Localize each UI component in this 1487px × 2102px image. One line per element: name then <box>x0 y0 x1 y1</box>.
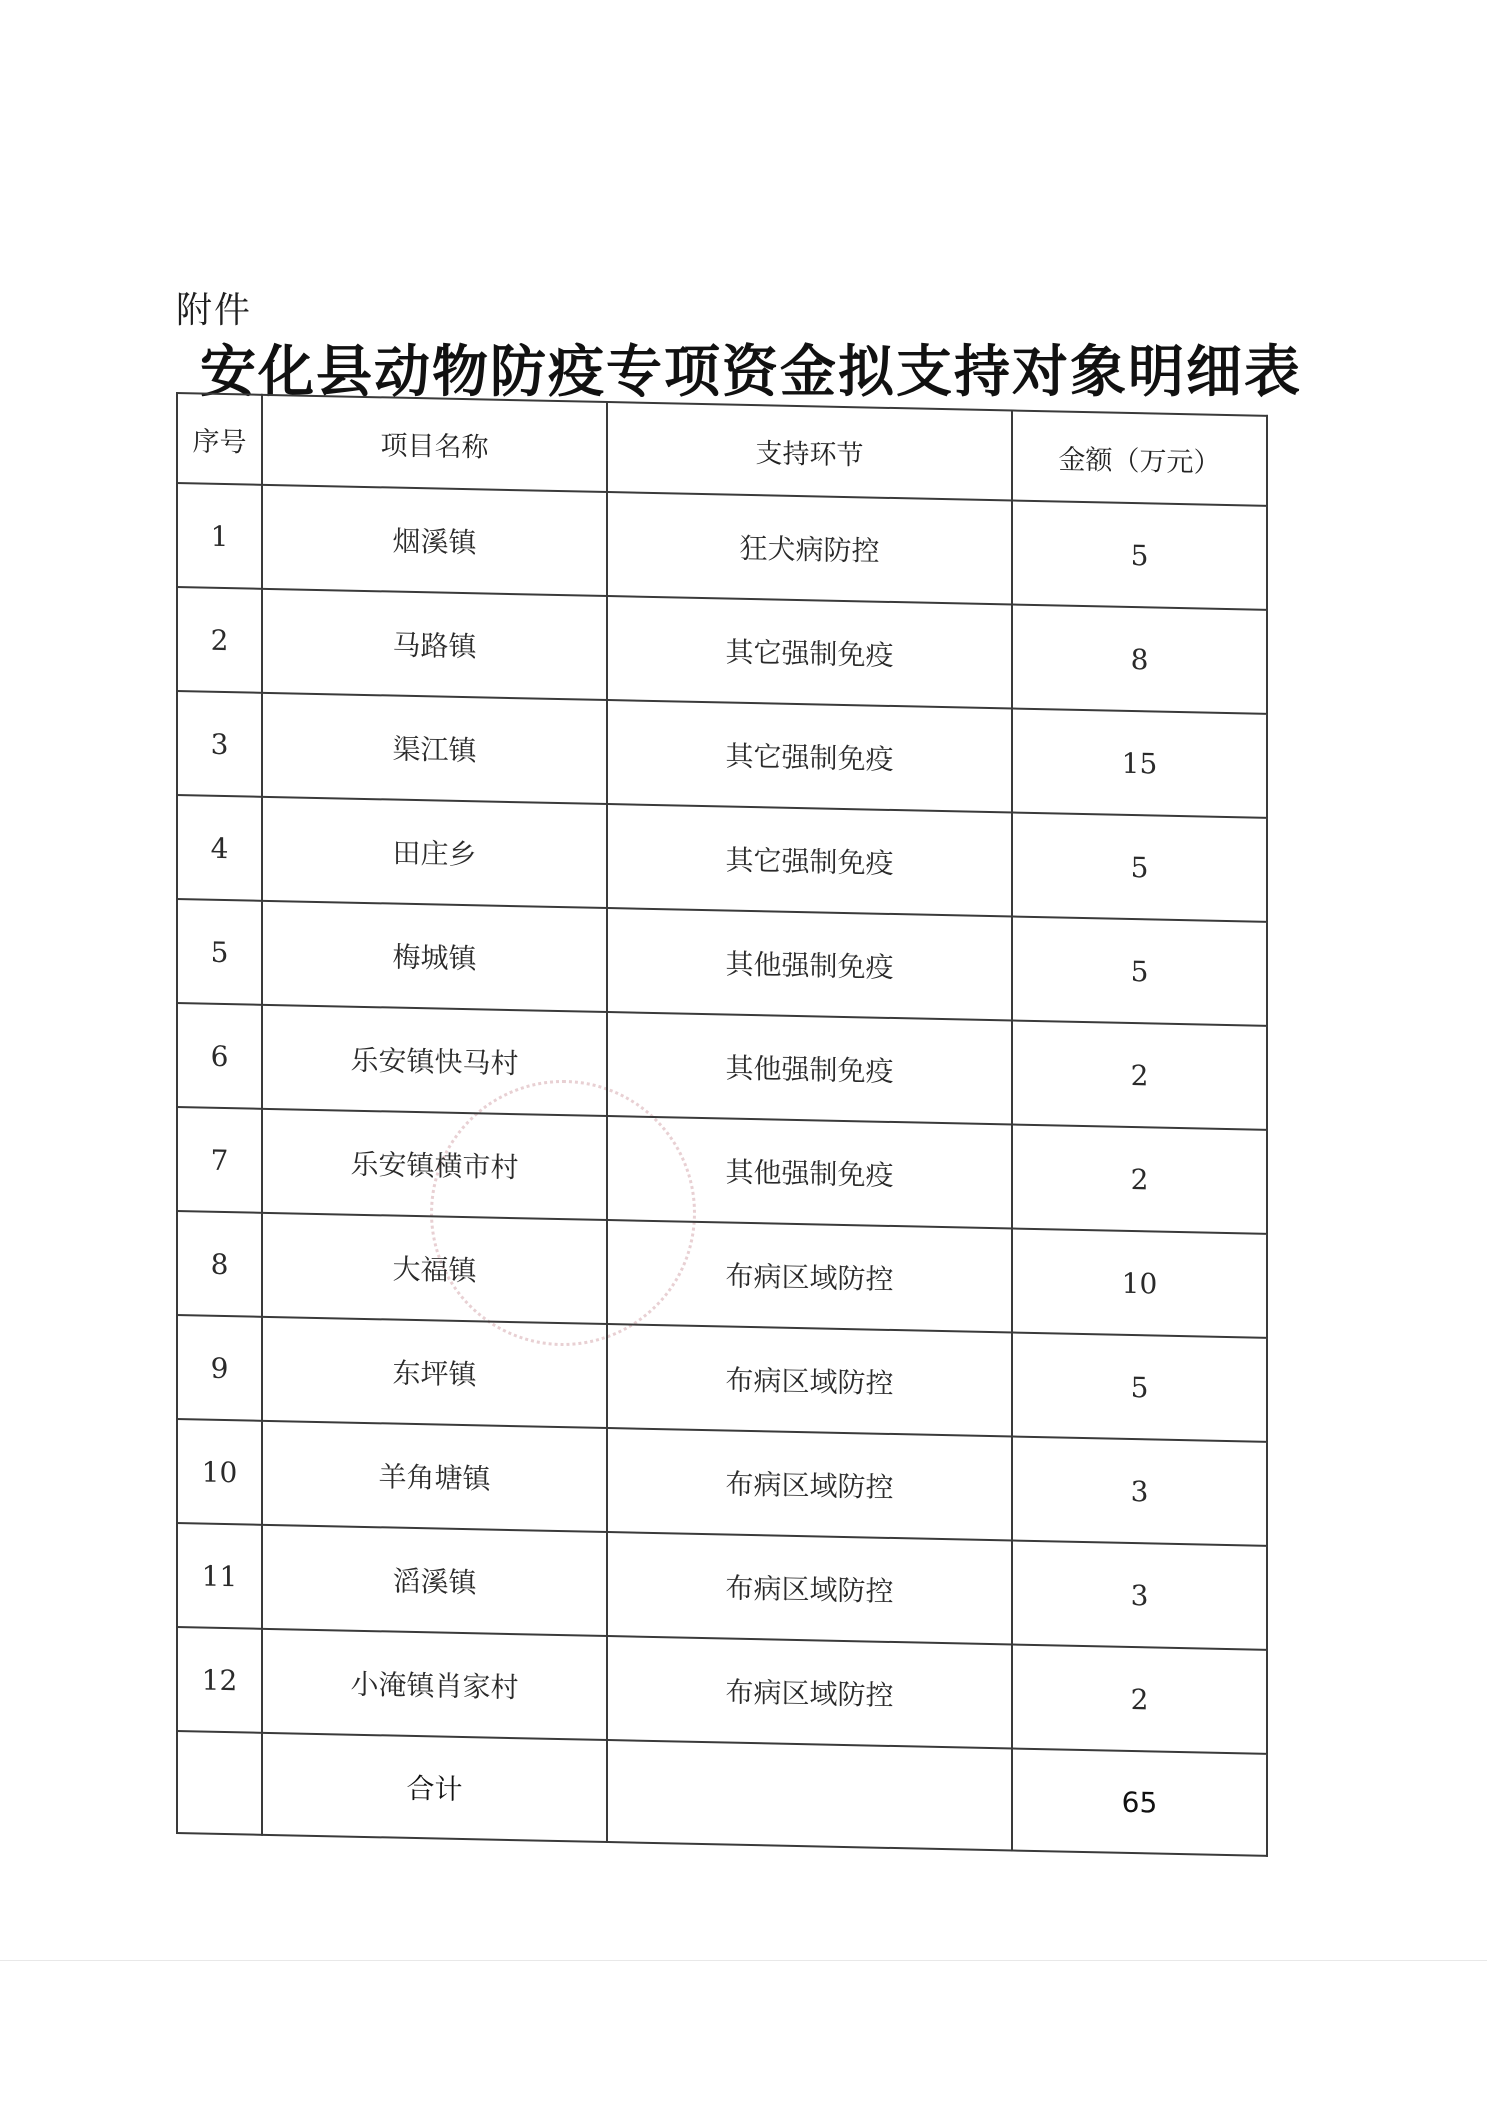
row-index: 12 <box>177 1627 262 1733</box>
row-index: 4 <box>177 795 262 901</box>
row-stage: 布病区域防控 <box>607 1220 1012 1332</box>
row-amount: 3 <box>1012 1437 1267 1546</box>
row-name: 羊角塘镇 <box>262 1421 607 1532</box>
row-name: 小淹镇肖家村 <box>262 1629 607 1740</box>
attachment-label: 附件 <box>176 290 253 331</box>
row-amount: 2 <box>1012 1021 1267 1130</box>
row-index: 8 <box>177 1211 262 1317</box>
row-name: 渠江镇 <box>262 693 607 804</box>
row-index: 3 <box>177 691 262 797</box>
total-stage <box>607 1740 1012 1850</box>
row-name: 东坪镇 <box>262 1317 607 1428</box>
row-index: 11 <box>177 1523 262 1629</box>
row-stage: 布病区域防控 <box>607 1428 1012 1540</box>
detail-table-container <box>176 392 1266 1857</box>
row-index: 2 <box>177 587 262 693</box>
row-amount: 3 <box>1012 1541 1267 1650</box>
header-index: 序号 <box>177 393 262 485</box>
detail-table <box>176 392 1268 1857</box>
row-name: 乐安镇横市村 <box>262 1109 607 1220</box>
scan-edge-line <box>0 1960 1487 1961</box>
row-name: 乐安镇快马村 <box>262 1005 607 1116</box>
header-name: 项目名称 <box>262 395 607 492</box>
row-index: 6 <box>177 1003 262 1109</box>
row-stage: 其他强制免疫 <box>607 1116 1012 1228</box>
row-name: 烟溪镇 <box>262 485 607 596</box>
row-name: 马路镇 <box>262 589 607 700</box>
row-index: 5 <box>177 899 262 1005</box>
row-stage: 其它强制免疫 <box>607 700 1012 812</box>
row-amount: 2 <box>1012 1645 1267 1754</box>
row-stage: 其他强制免疫 <box>607 1012 1012 1124</box>
row-amount: 5 <box>1012 813 1267 922</box>
row-index: 10 <box>177 1419 262 1525</box>
row-stage: 狂犬病防控 <box>607 492 1012 604</box>
total-amount: 65 <box>1012 1749 1267 1856</box>
row-amount: 15 <box>1012 709 1267 818</box>
row-name: 田庄乡 <box>262 797 607 908</box>
row-name: 大福镇 <box>262 1213 607 1324</box>
total-index <box>177 1731 262 1835</box>
row-amount: 2 <box>1012 1125 1267 1234</box>
row-name: 滔溪镇 <box>262 1525 607 1636</box>
total-label: 合计 <box>262 1733 607 1842</box>
row-stage: 布病区域防控 <box>607 1324 1012 1436</box>
row-amount: 10 <box>1012 1229 1267 1338</box>
row-amount: 5 <box>1012 1333 1267 1442</box>
row-amount: 8 <box>1012 605 1267 714</box>
row-stage: 布病区域防控 <box>607 1636 1012 1748</box>
row-amount: 5 <box>1012 917 1267 1026</box>
total-row <box>177 1731 1267 1856</box>
row-name: 梅城镇 <box>262 901 607 1012</box>
row-index: 9 <box>177 1315 262 1421</box>
row-stage: 其它强制免疫 <box>607 804 1012 916</box>
row-amount: 5 <box>1012 501 1267 610</box>
row-stage: 其他强制免疫 <box>607 908 1012 1020</box>
row-index: 7 <box>177 1107 262 1213</box>
header-amount: 金额（万元） <box>1012 411 1267 506</box>
row-index: 1 <box>177 483 262 589</box>
header-stage: 支持环节 <box>607 402 1012 500</box>
document-title: 安化县动物防疫专项资金拟支持对象明细表 <box>200 339 1302 405</box>
row-stage: 布病区域防控 <box>607 1532 1012 1644</box>
row-stage: 其它强制免疫 <box>607 596 1012 708</box>
